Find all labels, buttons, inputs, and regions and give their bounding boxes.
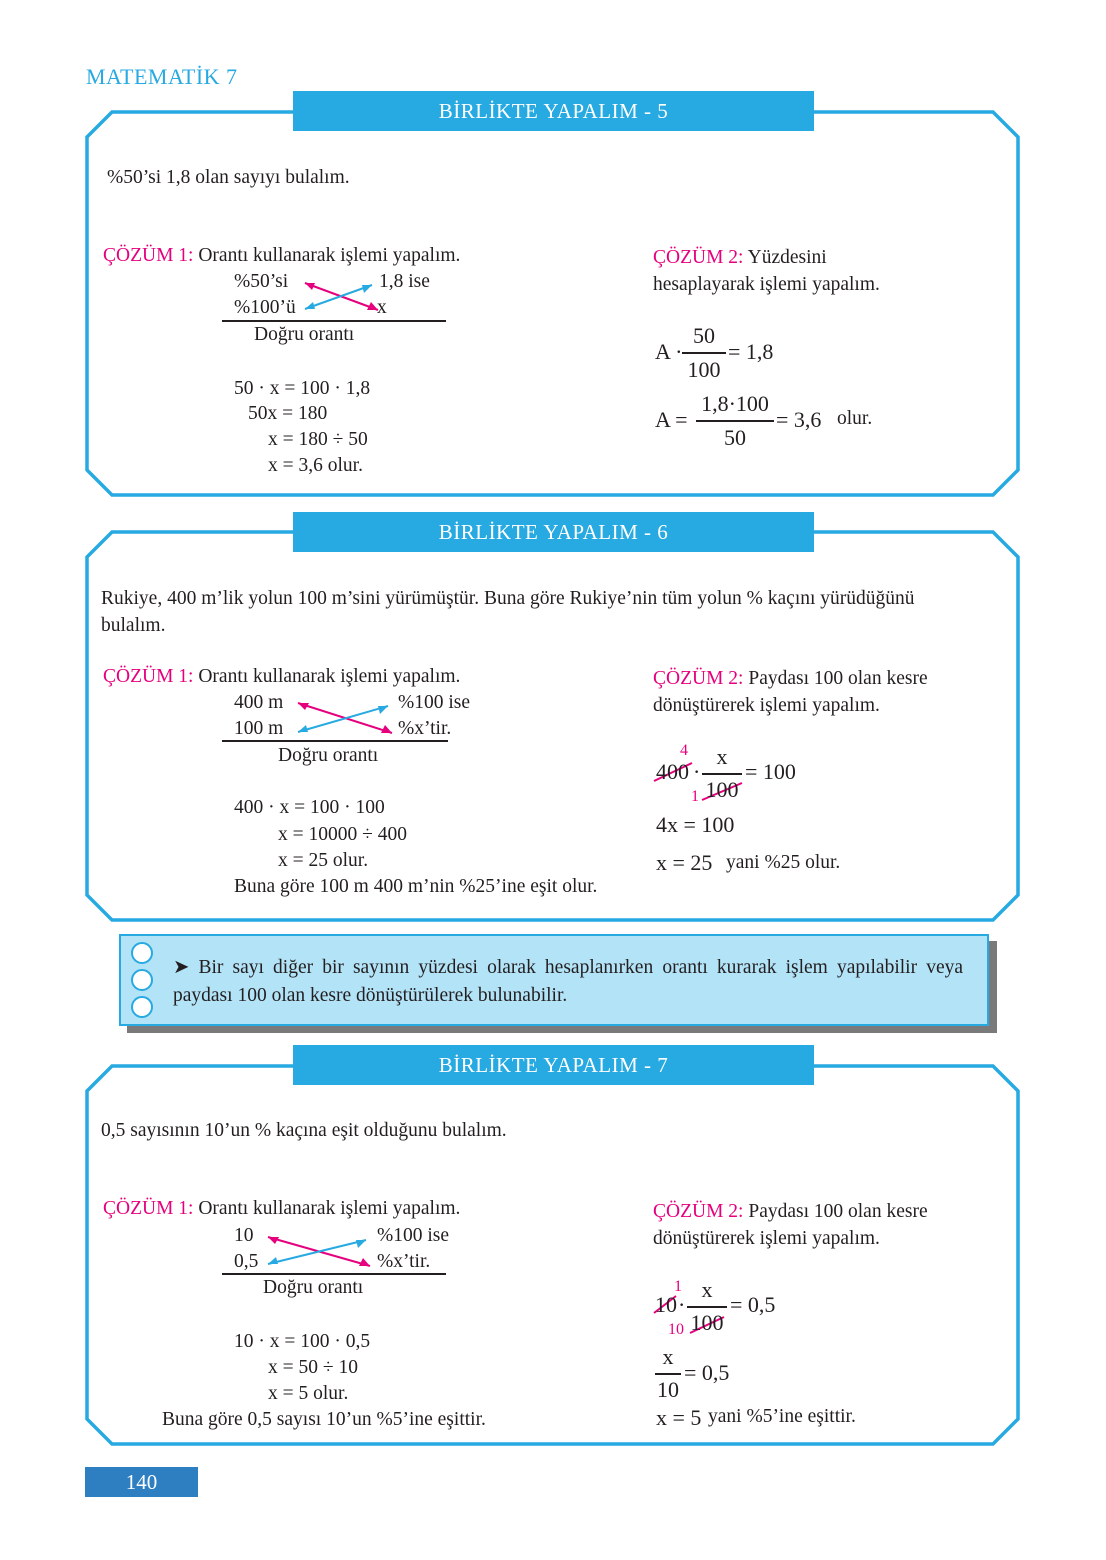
section7-cancel-top: 1 (674, 1278, 682, 1295)
binder-ring-icon (131, 942, 153, 964)
section6-sol2-heading-a: Paydası 100 olan kesre (743, 668, 928, 689)
section5-step2: 50x = 180 (248, 403, 328, 424)
section6-step4: Buna göre 100 m 400 m’nin %25’ine eşit olur. (234, 876, 598, 897)
section5-eq2-left: A = (655, 407, 688, 432)
section6-eq1-left: 400 (656, 759, 689, 784)
section7-sol2-heading (653, 1201, 928, 1223)
section6-step2: x = 10000 ÷ 400 (278, 824, 407, 845)
page-number: 140 (85, 1467, 198, 1497)
section6-problem-line1: Rukiye, 400 m’lik yolun 100 m’sini yürümüştür. Buna göre Rukiye’nin tüm yolun % kaçını yürüdüğünü (101, 588, 915, 609)
section7-sol2-heading-b: dönüştürerek işlemi yapalım. (653, 1228, 880, 1249)
section7-eq1-num: x (701, 1277, 713, 1302)
section6-sol2-label: ÇÖZÜM 2: (653, 668, 744, 689)
section7-step2: x = 50 ÷ 10 (268, 1357, 358, 1378)
section5-step4: x = 3,6 olur. (268, 455, 363, 476)
section5-ratio-r1-right: 1,8 ise (379, 271, 430, 292)
section5-sol2-label: ÇÖZÜM 2: (653, 247, 744, 268)
section6-eq1-right: = 100 (745, 759, 796, 784)
section7-banner: BİRLİKTE YAPALIM - 7 (293, 1045, 814, 1085)
section5-problem: %50’si 1,8 olan sayıyı bulalım. (107, 167, 350, 188)
section6-ratio-r1-right: %100 ise (398, 692, 471, 713)
section7-sol1-heading (103, 1198, 460, 1220)
section7-step3: x = 5 olur. (268, 1383, 349, 1404)
section5-eq1-num: 50 (693, 323, 715, 348)
section5-eq1-left: A · (655, 339, 683, 364)
section7-step1: 10 · x = 100 · 0,5 (234, 1331, 371, 1352)
section6-step3: x = 25 olur. (278, 850, 369, 871)
section7-ratio-rule (222, 1273, 446, 1275)
section7-sol1-label: ÇÖZÜM 1: (103, 1198, 194, 1219)
section5-ratio-rule (222, 320, 446, 322)
section6-sol1-heading (103, 666, 460, 688)
section5-eq1-den: 100 (687, 357, 721, 382)
section7-proportion-arrows (268, 1237, 370, 1266)
section6-ratio-r2-left: 100 m (234, 718, 284, 739)
section6-eq1-bar (702, 773, 742, 775)
section6-proportion-arrows (298, 703, 392, 733)
section6-step1: 400 · x = 100 · 100 (234, 797, 385, 818)
section7-eq1-den: 100 (690, 1310, 724, 1335)
section5-step1: 50 · x = 100 · 1,8 (234, 378, 371, 399)
section7-sol2-heading-a: Paydası 100 olan kesre (743, 1201, 928, 1222)
section7-cancel-bottom: 10 (668, 1321, 684, 1338)
section6-eq1-dot: · (693, 759, 701, 784)
info-note-body: Bir sayı diğer bir sayının yüzdesi olarak hesaplanırken orantı kurarak işlem yapılabilir veya paydası 100 olan kesre dönüştürülerek bulunabilir. (173, 957, 964, 1006)
section6-eq1-num: x (716, 744, 728, 769)
section6-ratio-rule (222, 740, 448, 742)
section5-step3: x = 180 ÷ 50 (268, 429, 368, 450)
section5-eq1-bar (682, 352, 726, 354)
section6-sol2-heading (653, 668, 928, 690)
section5-eq2-right: = 3,6 (776, 407, 822, 432)
section6-cancel-top: 4 (680, 742, 688, 759)
section7-eq1-dot: · (678, 1292, 686, 1317)
section6-sol2-heading-b: dönüştürerek işlemi yapalım. (653, 695, 880, 716)
binder-ring-icon (131, 969, 153, 991)
section7-eq1-left: 10 (655, 1292, 677, 1317)
section5-sol1-heading (103, 245, 460, 267)
section5-ratio-r1-left: %50’si (234, 271, 289, 292)
section7-eq2-den: 10 (657, 1377, 679, 1402)
section5-ratio-r2-left: %100’ü (234, 297, 296, 318)
section7-sol1-heading-text: Orantı kullanarak işlemi yapalım. (193, 1198, 461, 1219)
section7-ratio-r1-right: %100 ise (377, 1225, 450, 1246)
section5-ratio-r2-right: x (377, 297, 387, 318)
section6-cancel-bottom: 1 (691, 788, 699, 805)
section5-sol2-heading-a: Yüzdesini (743, 247, 827, 268)
section6-caption: Doğru orantı (278, 745, 379, 766)
section6-sol1-label: ÇÖZÜM 1: (103, 666, 194, 687)
section6-eq1-den: 100 (705, 777, 739, 802)
info-note-text (173, 954, 963, 1010)
section6-sol1-heading-text: Orantı kullanarak işlemi yapalım. (193, 666, 461, 687)
section5-eq2-bar (696, 420, 774, 422)
section7-eq1-right: = 0,5 (730, 1292, 776, 1317)
section5-eq1-right: = 1,8 (728, 339, 774, 364)
section7-eq1-bar (687, 1306, 727, 1308)
section7-eq2-bar (655, 1373, 681, 1375)
bullet-arrow-icon: ➤ (173, 957, 190, 978)
section5-proportion-arrows (305, 283, 378, 310)
section5-eq2-den: 50 (724, 425, 746, 450)
section7-ratio-r2-right: %x’tir. (377, 1251, 431, 1272)
section6-eq3-tail: yani %25 olur. (726, 852, 841, 873)
section7-eq2-right: = 0,5 (684, 1360, 730, 1385)
section7-eq2-num: x (662, 1344, 674, 1369)
section7-problem: 0,5 sayısının 10’un % kaçına eşit olduğunu bulalım. (101, 1120, 507, 1141)
section6-ratio-r2-right: %x’tir. (398, 718, 452, 739)
section6-problem-line2: bulalım. (101, 615, 166, 636)
binder-ring-icon (131, 996, 153, 1018)
section5-caption: Doğru orantı (254, 324, 355, 345)
section7-eq3-tail: yani %5’ine eşittir. (708, 1406, 856, 1427)
section7-ratio-r1-left: 10 (234, 1225, 254, 1246)
section5-banner: BİRLİKTE YAPALIM - 5 (293, 91, 814, 131)
section6-eq2: 4x = 100 (656, 812, 735, 837)
section5-sol1-heading-text: Orantı kullanarak işlemi yapalım. (193, 245, 461, 266)
section7-eq3: x = 5 (656, 1405, 702, 1430)
section7-caption: Doğru orantı (263, 1277, 364, 1298)
section6-banner: BİRLİKTE YAPALIM - 6 (293, 512, 814, 552)
section5-sol2-heading (653, 247, 827, 269)
section5-sol2-heading-b: hesaplayarak işlemi yapalım. (653, 274, 880, 295)
section5-eq2-tail: olur. (837, 408, 873, 429)
section7-sol2-label: ÇÖZÜM 2: (653, 1201, 744, 1222)
section5-eq2-num: 1,8·100 (701, 391, 769, 416)
section7-step4: Buna göre 0,5 sayısı 10’un %5’ine eşittir. (162, 1409, 486, 1430)
section7-ratio-r2-left: 0,5 (234, 1251, 259, 1272)
section5-sol1-label: ÇÖZÜM 1: (103, 245, 194, 266)
page-header-title: MATEMATİK 7 (86, 64, 238, 89)
section6-eq3: x = 25 (656, 850, 713, 875)
section6-ratio-r1-left: 400 m (234, 692, 284, 713)
info-note-box (119, 934, 989, 1026)
